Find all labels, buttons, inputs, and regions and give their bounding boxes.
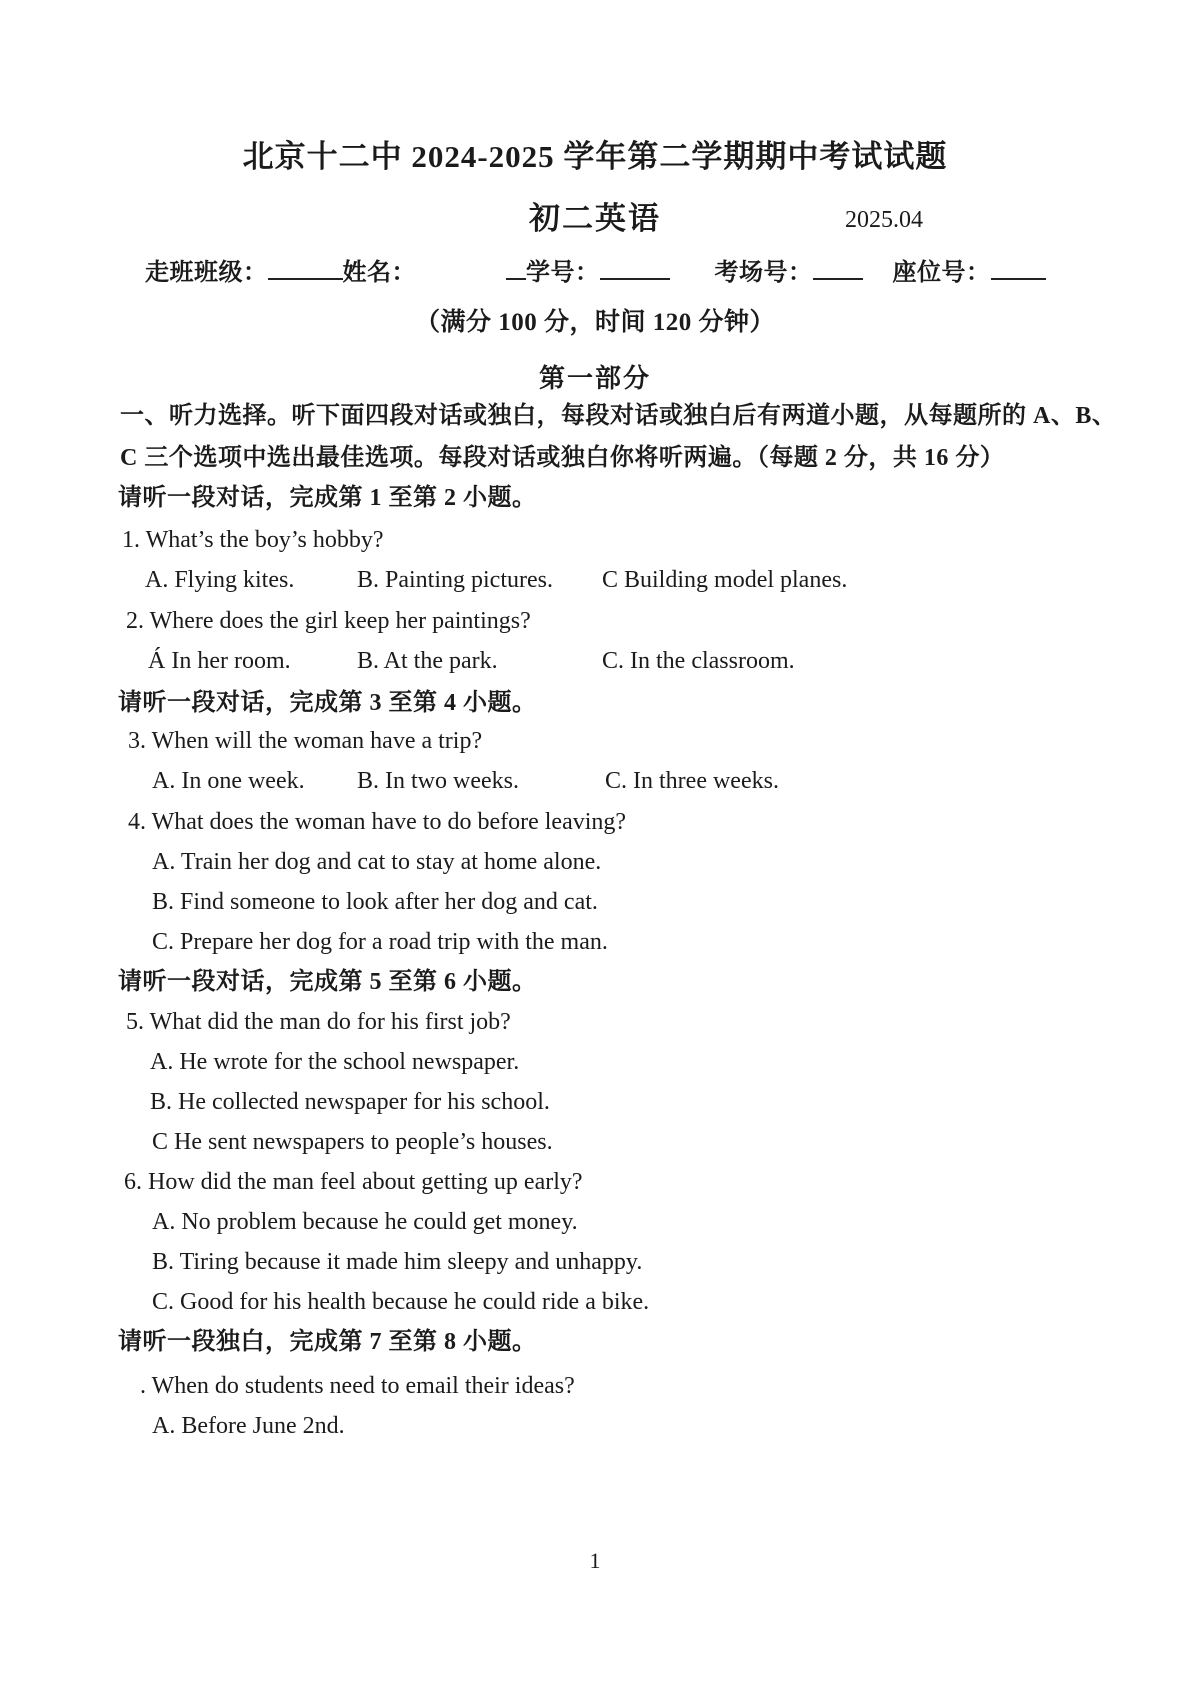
option-4-b: B. Find someone to look after her dog and cat. xyxy=(152,889,598,915)
info-label-class: 走班班级： xyxy=(145,260,268,286)
option-5-c: C He sent newspapers to people’s houses. xyxy=(152,1129,553,1155)
question-1: 1. What’s the boy’s hobby? xyxy=(122,527,384,553)
option-2-c: C. In the classroom. xyxy=(602,648,795,674)
listen-prompt-7-8: 请听一段独白，完成第 7 至第 8 小题。 xyxy=(118,1329,537,1355)
option-6-b: B. Tiring because it made him sleepy and unhappy. xyxy=(152,1249,643,1275)
info-label-name: 姓名： xyxy=(342,260,416,286)
info-label-room: 考场号： xyxy=(714,260,813,286)
option-7-a: A. Before June 2nd. xyxy=(152,1413,345,1439)
exam-date: 2025.04 xyxy=(845,207,923,233)
option-6-c: C. Good for his health because he could ride a bike. xyxy=(152,1289,650,1315)
blank-class-field xyxy=(268,258,343,280)
subject-title: 初二英语 xyxy=(529,201,661,236)
option-2-a: Á In her room. xyxy=(148,648,291,674)
option-1-c: C Building model planes. xyxy=(602,567,848,593)
blank-seat-field xyxy=(991,258,1046,280)
blank-name-field xyxy=(506,258,526,280)
info-label-student-id: 学号： xyxy=(526,260,600,286)
spacer xyxy=(863,276,893,280)
question-2: 2. Where does the girl keep her paintings? xyxy=(126,608,531,634)
question-2-options xyxy=(148,647,1148,676)
spacer xyxy=(416,276,506,280)
option-3-c: C. In three weeks. xyxy=(605,768,779,794)
listen-prompt-5-6: 请听一段对话，完成第 5 至第 6 小题。 xyxy=(118,969,537,995)
option-3-a: A. In one week. xyxy=(152,768,305,794)
question-3: 3. When will the woman have a trip? xyxy=(128,728,483,754)
question-7: . When do students need to email their ideas? xyxy=(140,1373,575,1399)
option-3-b: B. In two weeks. xyxy=(357,768,519,794)
question-5: 5. What did the man do for his first job? xyxy=(126,1009,511,1035)
listen-prompt-1-2: 请听一段对话，完成第 1 至第 2 小题。 xyxy=(118,485,537,511)
option-4-a: A. Train her dog and cat to stay at home alone. xyxy=(152,849,602,875)
option-4-c: C. Prepare her dog for a road trip with the man. xyxy=(152,929,608,955)
page-number: 1 xyxy=(589,1548,601,1573)
blank-student-id-field xyxy=(600,258,670,280)
question-1-options xyxy=(145,566,1145,595)
question-4: 4. What does the woman have to do before leaving? xyxy=(128,809,627,835)
option-5-a: A. He wrote for the school newspaper. xyxy=(150,1049,520,1075)
option-2-b: B. At the park. xyxy=(357,648,498,674)
option-1-b: B. Painting pictures. xyxy=(357,567,553,593)
question-6: 6. How did the man feel about getting up early? xyxy=(124,1169,583,1195)
listen-prompt-3-4: 请听一段对话，完成第 3 至第 4 小题。 xyxy=(118,690,537,716)
score-time-note: （满分 100 分，时间 120 分钟） xyxy=(414,309,775,336)
question-3-options xyxy=(152,767,1152,796)
spacer xyxy=(670,276,715,280)
part1-heading: 第一部分 xyxy=(538,364,651,393)
info-line xyxy=(145,258,1046,288)
blank-room-field xyxy=(813,258,863,280)
option-6-a: A. No problem because he could get money. xyxy=(152,1209,578,1235)
option-5-b: B. He collected newspaper for his school. xyxy=(150,1089,550,1115)
option-1-a: A. Flying kites. xyxy=(145,567,295,593)
info-label-seat: 座位号： xyxy=(892,260,991,286)
listening-instructions-line1: 一、听力选择。听下面四段对话或独白，每段对话或独白后有两道小题，从每题所的 A、B、 xyxy=(120,403,1117,429)
listening-instructions-line2: C 三个选项中选出最佳选项。每段对话或独白你将听两遍。（每题 2 分，共 16 分） xyxy=(120,445,1005,471)
exam-title: 北京十二中 2024-2025 学年第二学期期中考试试题 xyxy=(242,139,948,174)
